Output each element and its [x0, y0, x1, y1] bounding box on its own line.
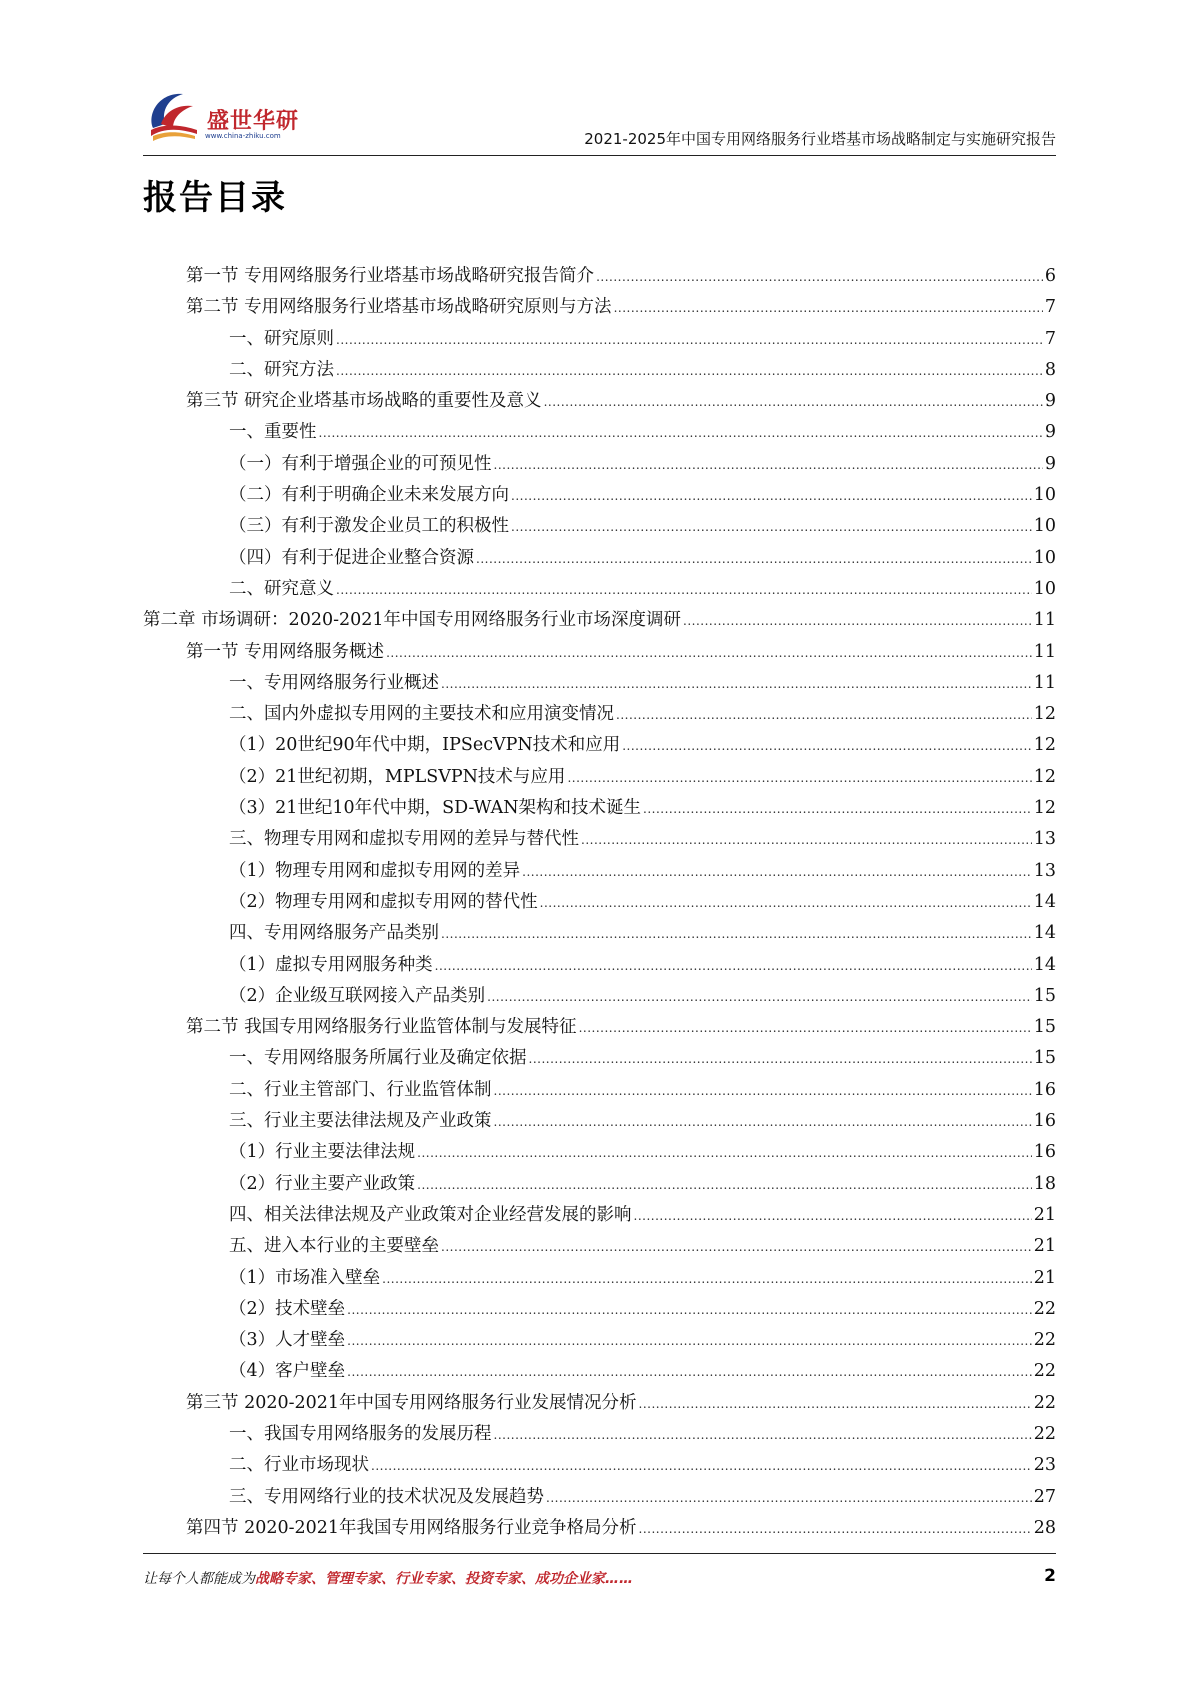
toc-entry-page: 10	[1033, 547, 1056, 568]
toc-entry-label: 五、进入本行业的主要壁垒	[229, 1236, 439, 1257]
toc-entry[interactable]	[143, 669, 1056, 700]
toc-dot-leader	[417, 1174, 1032, 1194]
toc-entry-page: 11	[1033, 672, 1056, 693]
toc-entry[interactable]	[143, 1170, 1056, 1201]
toc-entry-label: （1）行业主要法律法规	[229, 1142, 416, 1163]
toc-entry-label: 一、重要性	[229, 422, 317, 443]
toc-entry-page: 16	[1033, 1079, 1056, 1100]
toc-entry-page: 10	[1033, 578, 1056, 599]
toc-entry-page: 13	[1033, 829, 1056, 850]
toc-entry[interactable]	[143, 700, 1056, 731]
toc-dot-leader	[494, 454, 1043, 474]
toc-entry-page: 21	[1033, 1267, 1056, 1288]
toc-dot-leader	[487, 986, 1032, 1006]
footer-divider	[143, 1553, 1056, 1554]
toc-entry[interactable]	[143, 731, 1056, 762]
toc-dot-leader	[494, 1424, 1032, 1444]
toc-entry-page: 12	[1033, 735, 1056, 756]
toc-entry-label: （1）虚拟专用网服务种类	[229, 954, 433, 975]
toc-entry[interactable]	[143, 262, 1056, 293]
toc-entry-page: 16	[1033, 1111, 1056, 1132]
toc-entry-page: 22	[1033, 1361, 1056, 1382]
toc-entry[interactable]	[143, 1451, 1056, 1482]
toc-entry-label: （4）客户壁垒	[229, 1361, 346, 1382]
table-of-contents	[143, 262, 1056, 1545]
toc-entry-page: 22	[1033, 1298, 1056, 1319]
toc-entry[interactable]	[143, 1357, 1056, 1388]
toc-entry-page: 14	[1033, 891, 1056, 912]
page-number: 2	[1044, 1566, 1056, 1586]
toc-entry[interactable]	[143, 481, 1056, 512]
toc-entry-label: （四）有利于促进企业整合资源	[229, 547, 474, 568]
toc-entry-label: （2）企业级互联网接入产品类别	[229, 985, 486, 1006]
toc-entry-page: 9	[1044, 422, 1056, 443]
toc-entry-page: 8	[1044, 359, 1056, 380]
toc-entry-label: （3）人才壁垒	[229, 1330, 346, 1351]
toc-dot-leader	[347, 1361, 1032, 1381]
toc-entry-page: 18	[1033, 1173, 1056, 1194]
toc-entry-label: 三、物理专用网和虚拟专用网的差异与替代性	[229, 829, 579, 850]
toc-entry[interactable]	[143, 1013, 1056, 1044]
toc-entry[interactable]	[143, 794, 1056, 825]
toc-entry-label: 第二节 专用网络服务行业塔基市场战略研究原则与方法	[186, 297, 612, 318]
company-logo	[143, 84, 318, 148]
toc-entry-label: （1）20世纪90年代中期，IPSecVPN技术和应用	[229, 735, 621, 756]
toc-entry-label: 三、专用网络行业的技术状况及发展趋势	[229, 1486, 544, 1507]
toc-entry-page: 6	[1044, 266, 1056, 286]
toc-entry-page: 15	[1033, 985, 1056, 1006]
toc-entry-page: 12	[1033, 798, 1056, 819]
toc-entry-label: 第一节 专用网络服务概述	[186, 641, 385, 662]
toc-dot-leader	[336, 360, 1043, 380]
toc-entry-label: 一、专用网络服务行业概述	[229, 672, 439, 693]
toc-dot-leader	[622, 735, 1031, 755]
toc-entry[interactable]	[143, 888, 1056, 919]
toc-dot-leader	[476, 548, 1032, 568]
toc-entry[interactable]	[143, 1295, 1056, 1326]
toc-dot-leader	[371, 1455, 1032, 1475]
toc-dot-leader	[522, 861, 1032, 881]
toc-entry-page: 7	[1044, 328, 1056, 349]
toc-dot-leader	[511, 485, 1032, 505]
toc-dot-leader	[441, 673, 1032, 693]
toc-dot-leader	[441, 1236, 1032, 1256]
toc-entry-page: 22	[1033, 1392, 1056, 1413]
toc-dot-leader	[639, 1518, 1032, 1538]
toc-entry[interactable]	[143, 638, 1056, 669]
toc-entry-label: 第三节 研究企业塔基市场战略的重要性及意义	[186, 391, 542, 412]
toc-dot-leader	[386, 642, 1032, 662]
toc-dot-leader	[544, 391, 1043, 411]
toc-entry-page: 27	[1033, 1486, 1056, 1507]
toc-entry-page: 12	[1033, 704, 1056, 725]
toc-entry-label: 四、相关法律法规及产业政策对企业经营发展的影响	[229, 1204, 632, 1225]
toc-dot-leader	[319, 422, 1043, 442]
toc-entry[interactable]	[143, 1420, 1056, 1451]
toc-dot-leader	[336, 579, 1032, 599]
toc-entry-page: 9	[1044, 391, 1056, 412]
toc-entry[interactable]	[143, 919, 1056, 950]
logo-emblem-icon	[143, 84, 207, 148]
toc-entry[interactable]	[143, 606, 1056, 637]
toc-entry-page: 28	[1033, 1517, 1056, 1538]
toc-dot-leader	[634, 1205, 1032, 1225]
toc-dot-leader	[511, 516, 1032, 536]
toc-entry-label: 四、专用网络服务产品类别	[229, 923, 439, 944]
toc-entry-page: 13	[1033, 860, 1056, 881]
toc-entry[interactable]	[143, 1076, 1056, 1107]
toc-entry-label: （2）行业主要产业政策	[229, 1173, 416, 1194]
toc-dot-leader	[639, 1393, 1032, 1413]
toc-entry-label: 一、研究原则	[229, 328, 334, 349]
toc-entry[interactable]	[143, 1232, 1056, 1263]
toc-entry-label: （3）21世纪10年代中期，SD-WAN架构和技术诞生	[229, 798, 642, 819]
toc-entry-page: 10	[1033, 485, 1056, 506]
toc-entry[interactable]	[143, 293, 1056, 324]
toc-dot-leader	[529, 1048, 1032, 1068]
toc-dot-leader	[579, 1017, 1032, 1037]
toc-entry[interactable]	[143, 1044, 1056, 1075]
toc-dot-leader	[417, 1142, 1032, 1162]
toc-dot-leader	[614, 297, 1043, 317]
toc-entry-page: 23	[1033, 1455, 1056, 1476]
toc-entry-label: 二、国内外虚拟专用网的主要技术和应用演变情况	[229, 704, 614, 725]
toc-dot-leader	[540, 892, 1032, 912]
toc-entry-label: 三、行业主要法律法规及产业政策	[229, 1111, 492, 1132]
toc-dot-leader	[382, 1268, 1032, 1288]
toc-dot-leader	[683, 610, 1032, 630]
toc-entry-label: 第三节 2020-2021年中国专用网络服务行业发展情况分析	[186, 1392, 637, 1413]
toc-entry-page: 14	[1033, 954, 1056, 975]
toc-entry-page: 10	[1033, 516, 1056, 537]
toc-entry[interactable]	[143, 1514, 1056, 1545]
toc-entry-label: （1）市场准入壁垒	[229, 1267, 381, 1288]
toc-entry[interactable]	[143, 387, 1056, 418]
toc-entry-label: 二、行业市场现状	[229, 1455, 369, 1476]
toc-entry[interactable]	[143, 982, 1056, 1013]
toc-dot-leader	[336, 329, 1043, 349]
toc-entry-label: （1）物理专用网和虚拟专用网的差异	[229, 860, 521, 881]
toc-entry-page: 15	[1033, 1048, 1056, 1069]
toc-entry-label: （三）有利于激发企业员工的积极性	[229, 516, 509, 537]
toc-entry-label: 第一节 专用网络服务行业塔基市场战略研究报告简介	[186, 266, 595, 286]
toc-entry[interactable]	[143, 325, 1056, 356]
toc-entry-label: （2）21世纪初期，MPLSVPN技术与应用	[229, 766, 566, 787]
toc-dot-leader	[596, 266, 1043, 286]
toc-entry[interactable]	[143, 1483, 1056, 1514]
toc-entry-label: （2）技术壁垒	[229, 1298, 346, 1319]
footer-slogan-highlight: 战略专家、管理专家、行业专家、投资专家、成功企业家……	[255, 1571, 633, 1587]
toc-entry-page: 11	[1033, 641, 1056, 662]
toc-dot-leader	[494, 1111, 1032, 1131]
toc-entry-page: 16	[1033, 1142, 1056, 1163]
toc-entry-page: 9	[1044, 453, 1056, 474]
toc-entry-label: 二、研究方法	[229, 359, 334, 380]
toc-entry-page: 21	[1033, 1204, 1056, 1225]
toc-entry-page: 22	[1033, 1423, 1056, 1444]
toc-entry-page: 7	[1044, 297, 1056, 318]
page-title: 报告目录	[143, 178, 287, 218]
toc-entry[interactable]	[143, 825, 1056, 856]
toc-entry-page: 14	[1033, 923, 1056, 944]
toc-entry-page: 21	[1033, 1236, 1056, 1257]
toc-entry[interactable]	[143, 1264, 1056, 1295]
toc-entry[interactable]	[143, 1201, 1056, 1232]
toc-entry-page: 12	[1033, 766, 1056, 787]
toc-dot-leader	[567, 767, 1031, 787]
toc-entry[interactable]	[143, 1138, 1056, 1169]
toc-entry-label: （二）有利于明确企业未来发展方向	[229, 485, 509, 506]
toc-entry-label: 二、研究意义	[229, 578, 334, 599]
toc-dot-leader	[581, 829, 1032, 849]
toc-entry[interactable]	[143, 951, 1056, 982]
toc-dot-leader	[441, 923, 1032, 943]
toc-entry-page: 22	[1033, 1330, 1056, 1351]
toc-entry-label: 二、行业主管部门、行业监管体制	[229, 1079, 492, 1100]
toc-entry-label: （一）有利于增强企业的可预见性	[229, 453, 492, 474]
toc-entry[interactable]	[143, 418, 1056, 449]
toc-dot-leader	[347, 1330, 1032, 1350]
toc-entry-label: 第四节 2020-2021年我国专用网络服务行业竞争格局分析	[186, 1517, 637, 1538]
toc-dot-leader	[494, 1080, 1032, 1100]
toc-entry[interactable]	[143, 857, 1056, 888]
toc-entry[interactable]	[143, 544, 1056, 575]
toc-entry-label: （2）物理专用网和虚拟专用网的替代性	[229, 891, 538, 912]
logo-name: 盛世华研	[207, 109, 300, 134]
toc-entry-label: 第二节 我国专用网络服务行业监管体制与发展特征	[186, 1017, 577, 1038]
header-divider	[143, 155, 1056, 156]
toc-entry-label: 一、我国专用网络服务的发展历程	[229, 1423, 492, 1444]
footer-slogan	[143, 1568, 633, 1588]
toc-entry-label: 一、专用网络服务所属行业及确定依据	[229, 1048, 527, 1069]
toc-dot-leader	[435, 955, 1032, 975]
toc-entry[interactable]	[143, 1107, 1056, 1138]
toc-dot-leader	[546, 1487, 1032, 1507]
report-title: 2021-2025年中国专用网络服务行业塔基市场战略制定与实施研究报告	[584, 130, 1056, 148]
toc-entry-label: 第二章 市场调研：2020-2021年中国专用网络服务行业市场深度调研	[143, 610, 682, 631]
toc-entry[interactable]	[143, 512, 1056, 543]
toc-entry[interactable]	[143, 1389, 1056, 1420]
footer-slogan-prefix: 让每个人都能成为	[143, 1571, 255, 1587]
toc-dot-leader	[616, 704, 1032, 724]
toc-dot-leader	[347, 1299, 1032, 1319]
toc-dot-leader	[643, 798, 1032, 818]
toc-entry-page: 11	[1033, 610, 1056, 631]
page-header	[143, 84, 1056, 160]
toc-entry[interactable]	[143, 1326, 1056, 1357]
toc-entry[interactable]	[143, 450, 1056, 481]
toc-entry[interactable]	[143, 356, 1056, 387]
toc-entry-page: 15	[1033, 1017, 1056, 1038]
logo-url: www.china-zhiku.com	[205, 132, 281, 140]
toc-entry[interactable]	[143, 763, 1056, 794]
toc-entry[interactable]	[143, 575, 1056, 606]
